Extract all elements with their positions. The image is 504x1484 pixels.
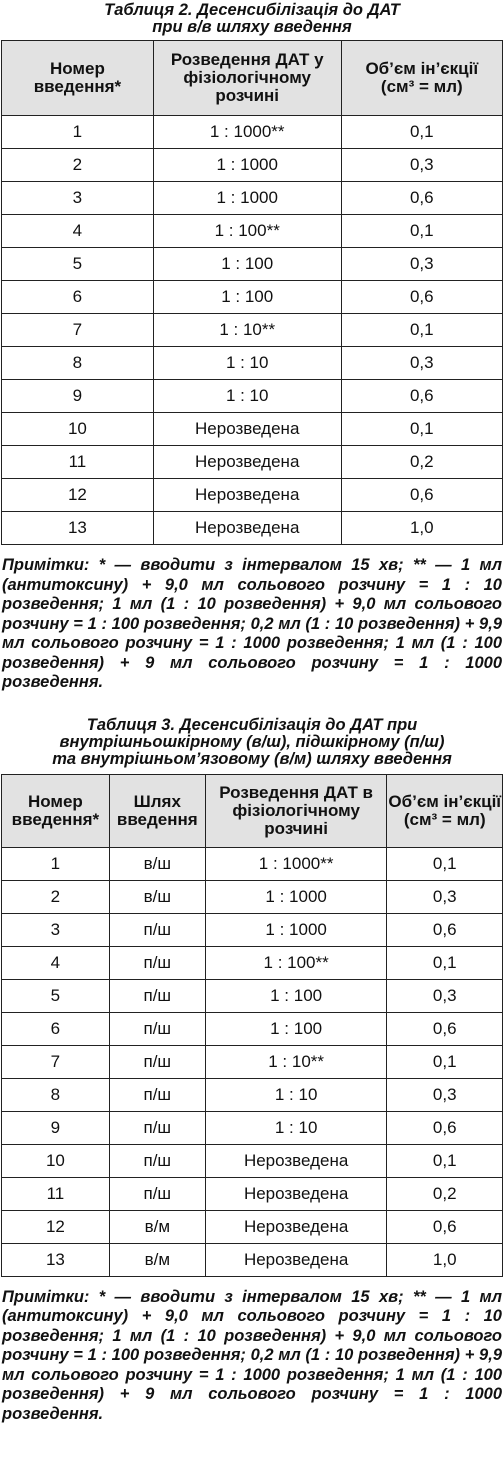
cell-number: 6 (2, 1012, 110, 1045)
cell-route: п/ш (109, 1078, 205, 1111)
table2-header-volume-unit: (см³ = мл) (380, 77, 463, 96)
table-row (2, 913, 503, 946)
table-row (2, 880, 503, 913)
cell-volume: 0,3 (341, 149, 502, 182)
cell-dilution: 1 : 100 (205, 979, 387, 1012)
cell-route: п/ш (109, 1144, 205, 1177)
table-row (2, 116, 503, 149)
cell-number: 2 (2, 880, 110, 913)
table-row (2, 479, 503, 512)
table-row (2, 1144, 503, 1177)
cell-dilution: 1 : 10** (153, 314, 341, 347)
cell-route: п/ш (109, 946, 205, 979)
cell-route: п/ш (109, 1045, 205, 1078)
cell-volume: 1,0 (341, 512, 502, 545)
table2-header-dilution: Розведення ДАТ у фізіологічному розчині (153, 41, 341, 116)
cell-volume: 0,6 (387, 1012, 503, 1045)
table-row (2, 1210, 503, 1243)
cell-volume: 0,2 (387, 1177, 503, 1210)
cell-volume: 0,1 (387, 946, 503, 979)
cell-dilution: 1 : 10 (205, 1111, 387, 1144)
document-page (0, 2, 504, 1484)
table-row (2, 1012, 503, 1045)
cell-volume: 0,2 (341, 446, 502, 479)
cell-number: 13 (2, 512, 154, 545)
cell-volume: 0,6 (387, 1111, 503, 1144)
table-row (2, 446, 503, 479)
cell-volume: 0,6 (341, 182, 502, 215)
cell-dilution: 1 : 10 (205, 1078, 387, 1111)
cell-dilution: Нерозведена (205, 1144, 387, 1177)
cell-number: 7 (2, 314, 154, 347)
table-row (2, 413, 503, 446)
table3-header-number: Номер введення* (2, 774, 110, 847)
table2-caption-line1: Таблиця 2. Десенсибілізація до ДАТ (104, 1, 400, 19)
table-row (2, 182, 503, 215)
cell-route: п/ш (109, 1177, 205, 1210)
table-row (2, 248, 503, 281)
cell-number: 4 (2, 215, 154, 248)
cell-number: 8 (2, 1078, 110, 1111)
cell-volume: 0,1 (341, 215, 502, 248)
cell-number: 9 (2, 1111, 110, 1144)
cell-number: 12 (2, 479, 154, 512)
cell-number: 10 (2, 413, 154, 446)
cell-number: 1 (2, 116, 154, 149)
cell-dilution: Нерозведена (153, 512, 341, 545)
table-row (2, 149, 503, 182)
table3-header-route: Шлях введення (109, 774, 205, 847)
table3-header-volume-main: Об’єм ін’єкції (388, 791, 502, 811)
table2-header-number: Номер введення* (2, 41, 154, 116)
cell-volume: 0,6 (387, 913, 503, 946)
cell-number: 8 (2, 347, 154, 380)
table2-notes: Примітки: * — вводити з інтервалом 15 хв; ** — 1 мл (антитоксину) + 9,0 мл сольового розчину = 1 : 10 розведення; 1 мл (1 : 10 розведення) + 9,0 мл сольового розчину = 1 : 100 розведення; 0,2 мл (1 : 10 розведення) + 9,9 мл сольового розчину = 1 : 1000 розведення; 1 мл (1 : 100 розведення) + 9 мл сольового розчину = 1 : 1000 розведення. (2, 556, 502, 691)
cell-volume: 0,1 (387, 1045, 503, 1078)
cell-number: 2 (2, 149, 154, 182)
table3-body (2, 847, 503, 1276)
table-row (2, 1243, 503, 1276)
table-row (2, 512, 503, 545)
cell-route: п/ш (109, 979, 205, 1012)
table3-caption-line2: внутрішньошкірному (в/ш), підшкірному (п/ш) (59, 732, 445, 751)
cell-route: в/ш (109, 847, 205, 880)
table-row (2, 1177, 503, 1210)
table-row (2, 380, 503, 413)
cell-dilution: 1 : 1000 (205, 880, 387, 913)
cell-volume: 0,6 (341, 281, 502, 314)
cell-number: 3 (2, 182, 154, 215)
table3-header-row (2, 774, 503, 847)
table2 (1, 40, 503, 545)
cell-dilution: Нерозведена (153, 413, 341, 446)
table-row (2, 314, 503, 347)
table-row (2, 946, 503, 979)
cell-volume: 0,3 (341, 347, 502, 380)
cell-number: 12 (2, 1210, 110, 1243)
table-row (2, 281, 503, 314)
table2-caption (0, 2, 504, 36)
cell-dilution: Нерозведена (205, 1210, 387, 1243)
cell-dilution: 1 : 100** (153, 215, 341, 248)
cell-volume: 0,3 (387, 880, 503, 913)
cell-dilution: Нерозведена (153, 446, 341, 479)
table2-header-volume (341, 41, 502, 116)
cell-route: в/м (109, 1243, 205, 1276)
cell-dilution: 1 : 100** (205, 946, 387, 979)
cell-volume: 0,3 (341, 248, 502, 281)
cell-volume: 0,6 (341, 380, 502, 413)
cell-volume: 0,1 (387, 847, 503, 880)
table2-body (2, 116, 503, 545)
cell-dilution: 1 : 10 (153, 347, 341, 380)
cell-dilution: 1 : 1000 (153, 182, 341, 215)
cell-number: 10 (2, 1144, 110, 1177)
cell-route: п/ш (109, 1012, 205, 1045)
cell-number: 13 (2, 1243, 110, 1276)
cell-volume: 0,1 (387, 1144, 503, 1177)
section-spacer (0, 693, 504, 717)
cell-dilution: 1 : 10** (205, 1045, 387, 1078)
cell-volume: 1,0 (387, 1243, 503, 1276)
cell-dilution: 1 : 1000** (205, 847, 387, 880)
cell-route: в/м (109, 1210, 205, 1243)
cell-volume: 0,1 (341, 314, 502, 347)
table-row (2, 1078, 503, 1111)
cell-volume: 0,6 (341, 479, 502, 512)
table3-caption-line3: та внутрішньом’язовому (в/м) шляху введення (52, 749, 452, 768)
cell-dilution: Нерозведена (153, 479, 341, 512)
cell-number: 6 (2, 281, 154, 314)
table2-header-volume-main: Об’єм ін’єкції (365, 59, 479, 78)
table2-caption-line2: при в/в шляху введення (152, 18, 352, 36)
cell-dilution: 1 : 100 (153, 248, 341, 281)
cell-volume: 0,1 (341, 116, 502, 149)
cell-number: 5 (2, 979, 110, 1012)
cell-number: 9 (2, 380, 154, 413)
cell-number: 5 (2, 248, 154, 281)
table3-header-volume-unit: (см³ = мл) (403, 809, 486, 829)
table2-header-row (2, 41, 503, 116)
cell-route: п/ш (109, 913, 205, 946)
cell-dilution: 1 : 100 (153, 281, 341, 314)
table3-header-dilution: Розведення ДАТ в фізіологічному розчині (205, 774, 387, 847)
cell-number: 4 (2, 946, 110, 979)
table3-caption (0, 717, 504, 768)
cell-dilution: 1 : 1000 (153, 149, 341, 182)
table-row (2, 347, 503, 380)
table3-notes: Примітки: * — вводити з інтервалом 15 хв; ** — 1 мл (антитоксину) + 9,0 мл сольового розчину = 1 : 10 розведення; 1 мл (1 : 10 розведення) + 9,0 мл сольового розчину = 1 : 100 розведення; 0,2 мл (1 : 10 розведення) + 9,9 мл сольового розчину = 1 : 1000 розведення; 1 мл (1 : 100 розведення) + 9 мл сольового розчину = 1 : 1000 розведення. (2, 1287, 502, 1423)
cell-volume: 0,3 (387, 979, 503, 1012)
table-row (2, 1111, 503, 1144)
cell-route: п/ш (109, 1111, 205, 1144)
cell-number: 1 (2, 847, 110, 880)
cell-volume: 0,3 (387, 1078, 503, 1111)
cell-number: 11 (2, 446, 154, 479)
cell-number: 11 (2, 1177, 110, 1210)
table-row (2, 979, 503, 1012)
cell-dilution: 1 : 100 (205, 1012, 387, 1045)
cell-dilution: Нерозведена (205, 1243, 387, 1276)
table3-caption-line1: Таблиця 3. Десенсибілізація до ДАТ при (86, 715, 418, 734)
table-row (2, 847, 503, 880)
cell-dilution: 1 : 1000** (153, 116, 341, 149)
cell-number: 7 (2, 1045, 110, 1078)
cell-dilution: Нерозведена (205, 1177, 387, 1210)
cell-dilution: 1 : 10 (153, 380, 341, 413)
table-row (2, 1045, 503, 1078)
table3-header-volume (387, 774, 503, 847)
cell-number: 3 (2, 913, 110, 946)
cell-volume: 0,1 (341, 413, 502, 446)
cell-route: в/ш (109, 880, 205, 913)
cell-dilution: 1 : 1000 (205, 913, 387, 946)
table3 (1, 774, 503, 1277)
table-row (2, 215, 503, 248)
cell-volume: 0,6 (387, 1210, 503, 1243)
